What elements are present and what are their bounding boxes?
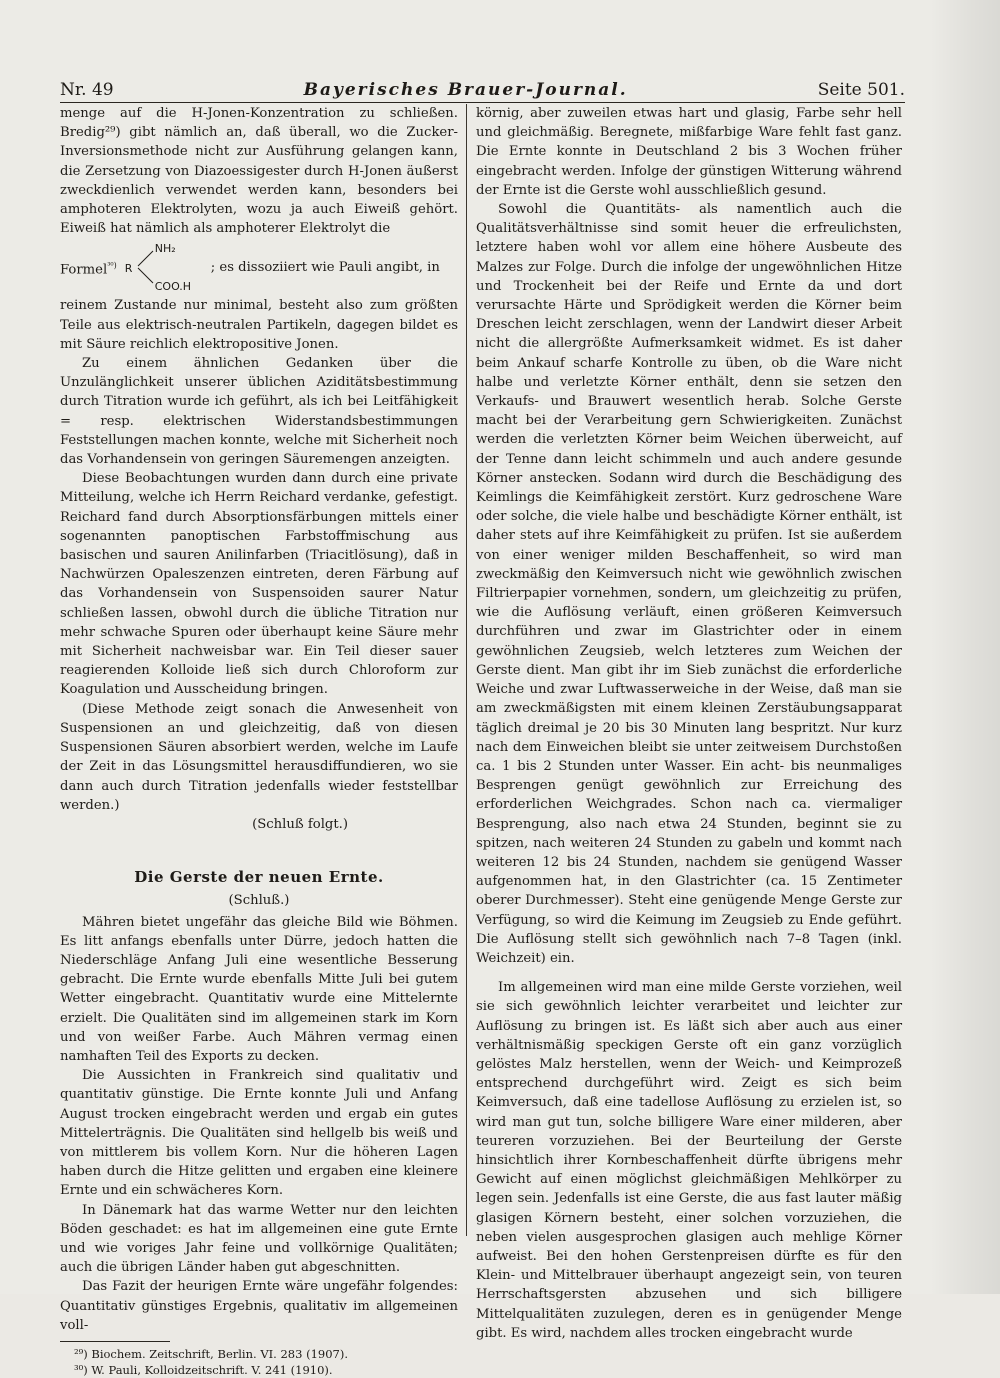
section-title: Die Gerste der neuen Ernte. [134,868,384,887]
paragraph: Mähren bietet ungefähr das gleiche Bild wie Böhmen. Es litt anfangs ebenfalls unter Dürre, jedoch hatten die Niederschläge Anfang Juli eine wesentliche Besserung gebracht. Die Ernte wurde ebenfalls Mitte Juli bei gutem Wetter eingebracht. Quantitativ wurde eine Mittelernte erzielt. Die Qualitäten sind im allgemeinen stark im Korn und von weißer Farbe. Auch Mähren vermag einen namhaften Teil des Exports zu decken. [60,914,458,1064]
journal-title: Bayerisches Brauer-Journal. [303,80,628,100]
right-column [476,104,902,1341]
paragraph: menge auf die H-Jonen-Konzentration zu schließen. Bredig²⁹) gibt nämlich an, daß überall, wo die Zucker-Inversionsmethode nicht zur Ausführung gelangen kann, die Zersetzung von Diazoessigester durch H-Jonen äußerst zweckdienlich verwendet werden kann, besonders bei amphoteren Elektrolyten, wozu ja auch Eiweiß gehört. Eiweiß hat nämlich als amphoterer Elektrolyt die [60,106,458,237]
left-column [60,104,458,1377]
page-edge-shadow [930,0,1000,1294]
formula-r: R [124,262,133,276]
paragraph: In Dänemark hat das warme Wetter nur den leichten Böden geschadet: es hat im allgemeinen eine gute Ernte und wie voriges Jahr feine und vollkörnige Qualitäten; auch die übrigen Länder haben gut abgeschnitten. [60,1202,458,1276]
paragraph-gap [476,968,902,978]
formula-text: ; es dissoziiert wie Pauli angibt, in [210,259,440,275]
footnote: ³⁰) W. Pauli, Kolloidzeitschrift. V. 241 (1910). [74,1362,333,1377]
section-subtitle: (Schluß.) [228,893,290,909]
formula-label [60,256,117,280]
paragraph: Das Fazit der heurigen Ernte wäre ungefähr folgendes: Quantitativ günstiges Ergebnis, qualitativ im allgemeinen voll- [60,1279,458,1333]
amino-acid-structure [125,239,205,295]
footnote: ²⁹) Biochem. Zeitschrift, Berlin. VI. 283 (1907). [74,1346,348,1361]
footnote-ref: ³⁰) [107,260,117,270]
page-header [60,70,905,103]
formula-nh2: NH₂ [154,242,176,256]
paragraph: Zu einem ähnlichen Gedanken über die Unzulänglichkeit unserer üblichen Aziditätsbestimmung durch Titration wurde ich geführt, als ich bei Leitfähigkeit = resp. elektrischen Widerstandsbestimmungen Feststellungen machen konnte, welche mit Sicherheit noch das Vorhandensein von geringen Säuremengen anzeigten. [60,356,458,468]
issue-number: Nr. 49 [60,80,114,100]
formula-cooh: COO.H [154,280,192,294]
footnote-rule [60,1341,170,1342]
continuation-note: (Schluß folgt.) [252,816,348,832]
paragraph: Im allgemeinen wird man eine milde Gerste vorziehen, weil sie sich gewöhnlich leichter verarbeitet und leichter zur Auflösung zu bringen ist. Es läßt sich aber auch aus einer verhältnismäßig speckigen Gerste oft ein ganz vorzüglich gelöstes Malz herstellen, wenn der Weich- und Keimprozeß entsprechend durchgeführt wird. Zeigt es sich beim Keimversuch, daß eine tadellose Auflösung zu erzielen ist, so wird man gut tun, solche billigere Ware einer milderen, aber teureren vorzuziehen. Bei der Beurteilung der Gerste hinsichtlich ihrer Kornbeschaffenheit dürfte übrigens mehr Gewicht auf einen möglichst gleichmäßigen Mehlkörper zu legen sein. Jedenfalls ist eine Gerste, die aus fast lauter mäßig glasigen Körnern besteht, einer solchen vorzuziehen, die neben vielen ausgesprochen glasigen auch mehlige Körner aufweist. Bei den hohen Gerstenpreisen dürfte es für den Klein- und Mittelbrauer überhaupt angezeigt sein, von teuren Herrschaftsgersten abzusehen und sich billigere Mittelqualitäten zuzulegen, deren es in genügender Menge gibt. Es wird, nachdem alles trocken eingebracht wurde [476,980,902,1341]
paragraph: (Diese Methode zeigt sonach die Anwesenheit von Suspensionen an und gleichzeitig, daß von diesen Suspensionen Säuren absorbiert werden, welche im Laufe der Zeit in das Lösungsmittel herausdiffundieren, wo sie dann auch durch Titration jedenfalls wieder feststellbar werden.) [60,701,458,813]
paragraph: Sowohl die Quantitäts- als namentlich auch die Qualitätsverhältnisse sind somit heuer die erfreulichsten, letztere haben wohl vor allem eine höhere Ausbeute des Malzes zur Folge. Durch die infolge der ungewöhnlichen Hitze und Trockenheit bei der Reife und Ernte da und dort verursachte Härte und Sprödigkeit werden die Körner beim Dreschen leicht zerschlagen, wenn der Landwirt dieser Arbeit nicht die allergrößte Aufmerksamkeit widmet. Es ist daher beim Ankauf scharfe Kontrolle zu üben, ob die Ware nicht halbe und verletzte Körner enthält, denn sie setzen den Verkaufs- und Brauwert wesentlich herab. Solche Gerste macht bei der Verarbeitung gern Schwierigkeiten. Zunächst werden die verletzten Körner beim Weichen überweicht, auf der Tenne dann leicht schimmeln und auch andere gesunde Körner anstecken. Sodann wird durch die Beschädigung des Keimlings die Keimfähigkeit zerstört. Kurz gedroschene Ware oder solche, die viele halbe und beschädigte Körner enthält, ist daher stets auf ihre Keimfähigkeit zu prüfen. Ist sie außerdem von einer weniger milden Beschaffenheit, so wird man zweckmäßig den Keimversuch nicht wie gewöhnlich zwischen Filtrierpapier vornehmen, sondern, um gleichzeitig zu prüfen, wie die Auflösung verläuft, einen größeren Keimversuch durchführen und zwar im Glastrichter oder in einem gewöhnlichen Zeugsieb, welch letzteres zum Weichen der Gerste dient. Man gibt ihr im Sieb zunächst die erforderliche Weiche und zwar Luftwasserweiche in der Weise, daß man sie am zweckmäßigsten mit einem kleinen Zerstäubungsapparat täglich dreimal je 20 bis 30 Minuten lang bespritzt. Nur kurz nach dem Einweichen bleibt sie unter zeitweisem Durchstoßen ca. 1 bis 2 Stunden unter Wasser. Ein acht- bis neunmaliges Besprengen genügt gewöhnlich zur Erreichung des erforderlichen Weichgrades. Schon nach ca. viermaliger Besprengung, also nach etwa 24 Stunden, beginnt sie zu spitzen, nach weiteren 24 Stunden zu gabeln und kommt nach weiteren 12 bis 24 Stunden, nachdem sie genügend Wasser aufgenommen hat, in den Glastrichter (ca. 15 Zentimeter oberer Durchmesser). Steht eine genügende Menge Gerste zur Verfügung, so wird die Keimung im Zeugsieb zu Ende geführt. Die Auflösung stellt sich gewöhnlich nach 7–8 Tagen (inkl. Weichzeit) ein. [476,202,902,966]
paragraph: körnig, aber zuweilen etwas hart und glasig, Farbe sehr hell und gleichmäßig. Beregnete, mißfarbige Ware fehlt fast ganz. Die Ernte konnte in Deutschland 2 bis 3 Wochen früher eingebracht werden. Infolge der günstigen Witterung während der Ernte ist die Gerste wohl ausschließlich gesund. [476,106,902,198]
paragraph: Die Aussichten in Frankreich sind qualitativ und quantitativ günstige. Die Ernte konnte Juli und Anfang August trocken eingebracht werden und ergab ein gutes Mittelerträgnis. Die Qualitäten sind hellgelb bis weiß und von mittlerem bis vollem Korn. Nur die höheren Lagen haben durch die Hitze gelitten und ergaben eine kleinere Ernte und ein schwächeres Korn. [60,1068,458,1199]
paragraph: reinem Zustande nur minimal, besteht also zum größten Teile aus elektrisch-neutralen Partikeln, dagegen bildet es mit Säure reichlich elektropositive Jonen. [60,298,458,352]
paragraph: Diese Beobachtungen wurden dann durch eine private Mitteilung, welche ich Herrn Reichard verdanke, gefestigt. Reichard fand durch Absorptionsfärbungen mittels einer sogenannten panoptischen Farbstoffmischung aus basischen und sauren Anilinfarben (Triacitlösung), daß in Nachwürzen Opaleszenzen eintreten, deren Färbung auf das Vorhandensein von Suspensoiden saurer Natur schließen lassen, obwohl durch die übliche Titration nur mehr schwache Spuren oder überhaupt keine Säure mehr mit Sicherheit nachweisbar war. Ein Teil dieser sauer reagierenden Kolloide ließ sich durch Chloroform zur Koagulation und Ausscheidung bringen. [60,471,458,698]
page-number: Seite 501. [817,80,905,100]
chemical-formula [60,238,458,296]
formula-word: Formel [60,262,108,278]
column-divider [466,104,467,1236]
